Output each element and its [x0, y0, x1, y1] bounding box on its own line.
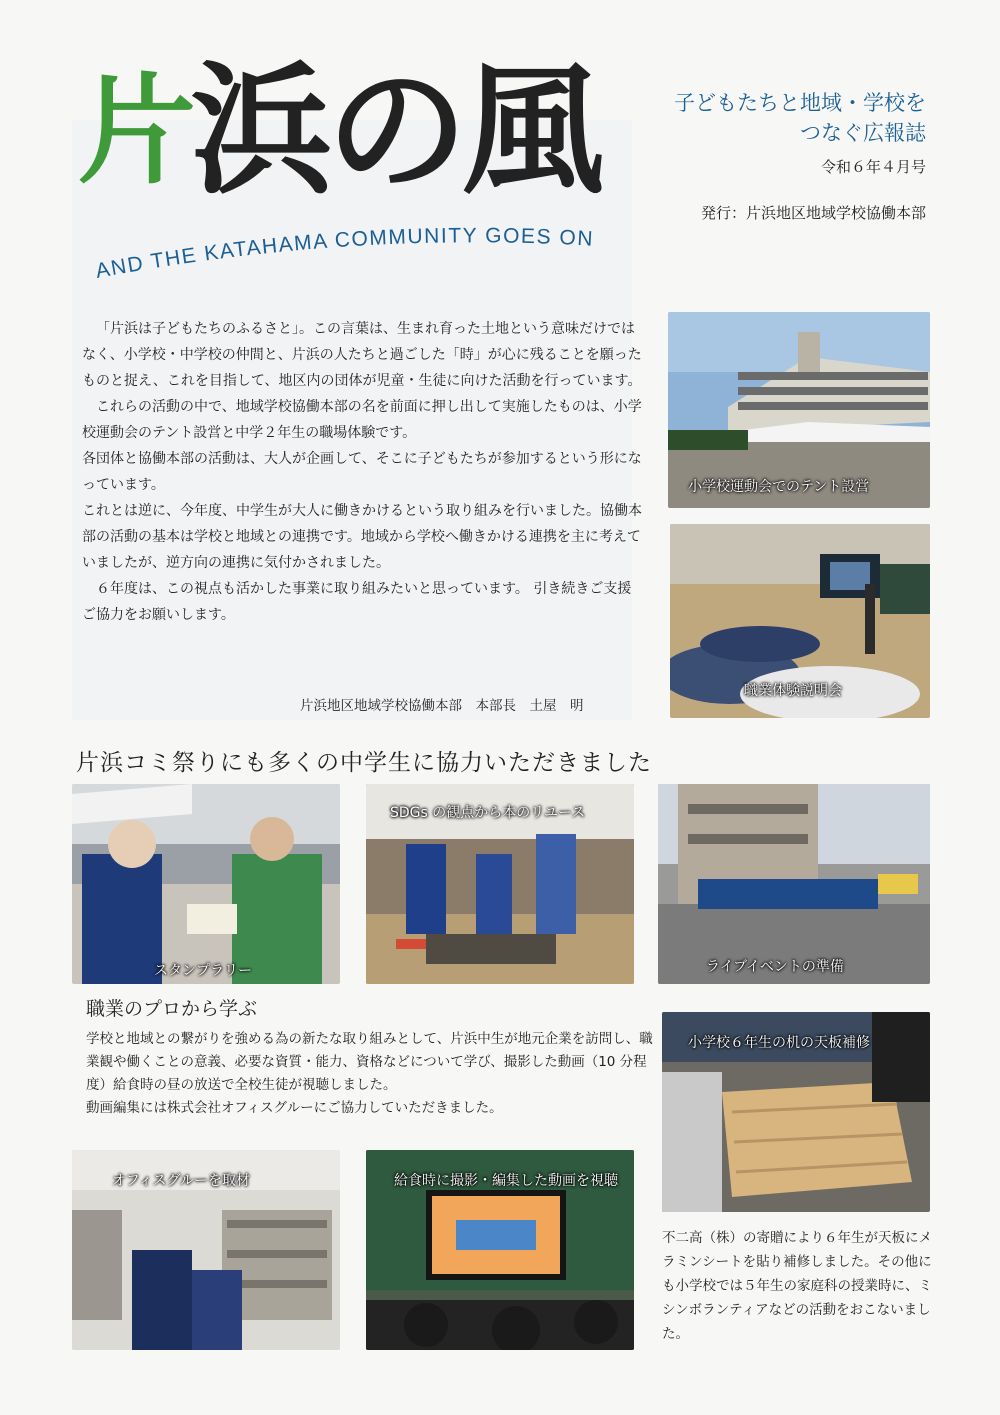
photo-desk-repair [662, 1012, 930, 1212]
photo-lunch-video [366, 1150, 634, 1350]
career-heading: 職業のプロから学ぶ [86, 998, 258, 1020]
caption-stamp: スタンプラリー [154, 963, 252, 979]
intro-paragraph-5: ６年度は、この視点も活かした事業に取り組みたいと思っています。 引き続きご支援ご協力をお願いします。 [82, 581, 632, 623]
career-paragraph-2: 動画編集には株式会社オフィスグルーにご協力していただきました。 [86, 1100, 503, 1116]
publisher: 発行：片浜地区地域学校協働本部 [700, 204, 926, 222]
photo-tent-setup [668, 312, 930, 508]
tagline-line1: 子どもたちと地域・学校を [674, 91, 926, 115]
section-heading: 片浜コミ祭りにも多くの中学生に協力いただきました [76, 750, 652, 776]
photo-sdgs-book-reuse [366, 784, 634, 984]
career-text [86, 1028, 656, 1120]
logo-title-kata: 片 [78, 61, 197, 200]
signature: 片浜地区地域学校協働本部 本部長 土屋 明 [300, 698, 584, 714]
career-paragraph-1: 学校と地域との繋がりを強める為の新たな取り組みとして、片浜中生が地元企業を訪問し、職業観や働くことの意義、必要な資質・能力、資格などについて学び、撮影した動画（10 分程度）給食時の昼の放送で全校生徒が視聴しました。 [86, 1031, 653, 1093]
intro-paragraph-2: これらの活動の中で、地域学校協働本部の名を前面に押し出して実施したものは、小学校運動会のテント設営と中学２年生の職場体験です。 [82, 399, 642, 441]
logo-title: 浜の風 [190, 48, 598, 214]
intro-text [82, 316, 642, 628]
intro-paragraph-4: これとは逆に、今年度、中学生が大人に働きかけるという取り組みを行いました。協働本部の活動の基本は学校と地域との連携です。地域から学校へ働きかける連携を主に考えていましたが、逆方向の連携に気付かされました。 [82, 503, 642, 571]
photo-live-event [658, 784, 930, 984]
caption-sdgs: SDGs の観点から本のリユース [390, 805, 586, 821]
photo-career-briefing [670, 524, 930, 718]
intro-paragraph-3: 各団体と協働本部の活動は、大人が企画して、そこに子どもたちが参加するという形になっています。 [82, 451, 642, 493]
tagline [674, 88, 926, 148]
caption-lunch: 給食時に撮影・編集した動画を視聴 [394, 1173, 618, 1189]
intro-paragraph-1: 「片浜は子どもたちのふるさと」。この言葉は、生まれ育った土地という意味だけではなく、小学校・中学校の仲間と、片浜の人たちと過ごした「時」が心に残ることを願ったものと捉え、これを目指して、地区内の団体が児童・生徒に向けた活動を行っています。 [82, 321, 642, 389]
svg-text:AND THE KATAHAMA COMMUNITY GOE [94, 226, 595, 283]
desk-repair-note: 不二高（株）の寄贈により６年生が天板にメラミンシートを貼り補修しました。その他にも小学校では５年生の家庭科の授業時に、ミシンボランティアなどの活動をおこないました。 [662, 1230, 932, 1342]
logo-english-subtitle [92, 226, 632, 286]
tagline-line2: つなぐ広報誌 [800, 121, 926, 145]
logo-english-text: AND THE KATAHAMA COMMUNITY GOES ON [93, 226, 595, 283]
caption-desk: 小学校６年生の机の天板補修 [688, 1035, 870, 1051]
issue-date: 令和６年４月号 [820, 158, 926, 176]
caption-briefing: 職業体験説明会 [744, 683, 842, 699]
caption-live: ライブイベントの準備 [706, 959, 844, 975]
caption-tent: 小学校運動会でのテント設営 [688, 479, 870, 495]
photo-stamp-rally [72, 784, 340, 984]
caption-office: オフィスグルーを取材 [112, 1173, 251, 1189]
photo-office-visit [72, 1150, 340, 1350]
